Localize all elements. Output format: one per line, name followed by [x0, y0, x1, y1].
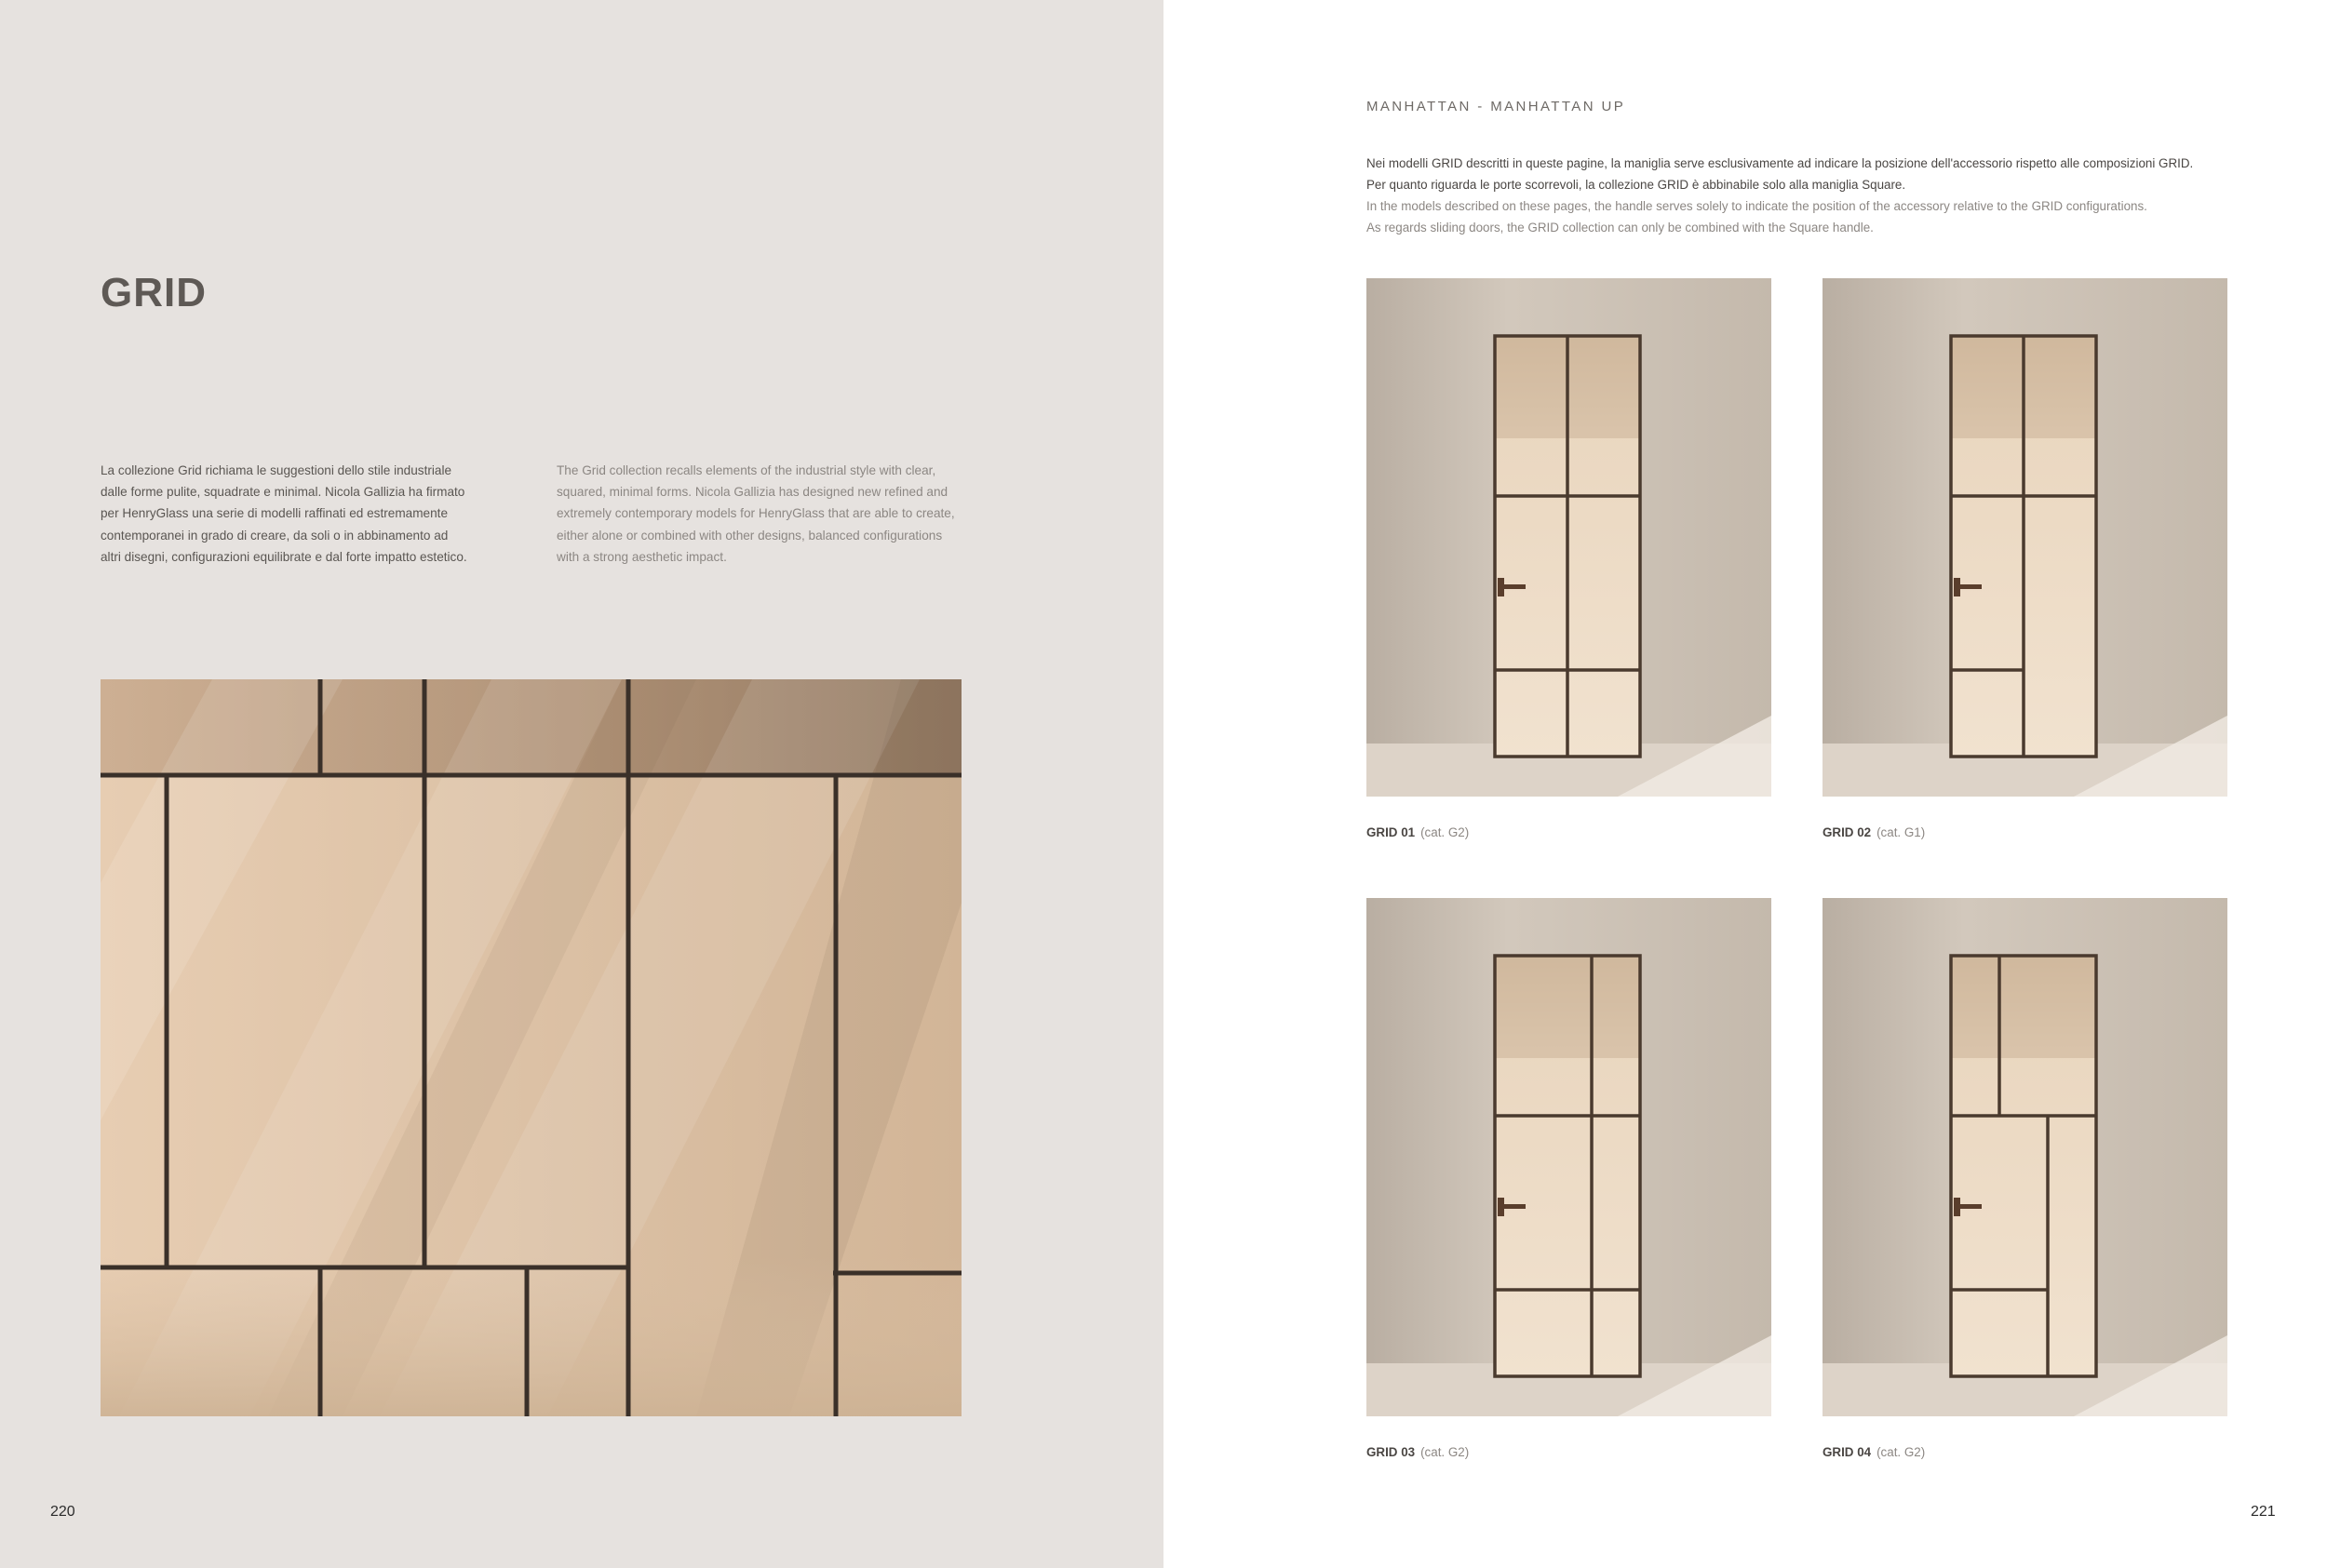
note-italian-line: Nei modelli GRID descritti in queste pagine, la maniglia serve esclusivamente ad indicare la posizione dell'accessorio rispetto alle composizioni GRID.	[1366, 156, 2194, 170]
page-number: 221	[2251, 1504, 2276, 1520]
door-photo-grid-03	[1366, 898, 1771, 1416]
door-caption	[1366, 1445, 1469, 1459]
door-model-name: GRID 04	[1823, 1445, 1872, 1459]
note-english-line: As regards sliding doors, the GRID collection can only be combined with the Square handle.	[1366, 221, 1874, 235]
door-photo-grid-02	[1823, 278, 2227, 797]
door-price-category: (cat. G2)	[1420, 1445, 1470, 1459]
door-photo-grid-04	[1823, 898, 2227, 1416]
door-price-category: (cat. G1)	[1876, 825, 1926, 839]
description-english	[557, 460, 966, 568]
description-it-line: La collezione Grid richiama le suggestioni dello stile industriale	[101, 463, 452, 477]
door-photo-grid-01	[1366, 278, 1771, 797]
description-en-line: with a strong aesthetic impact.	[557, 549, 727, 564]
description-en-line: The Grid collection recalls elements of the industrial style with clear,	[557, 463, 936, 477]
description-en-line: extremely contemporary models for HenryGlass that are able to create,	[557, 506, 955, 521]
note-italian-line: Per quanto riguarda le porte scorrevoli, la collezione GRID è abbinabile solo alla maniglia Square.	[1366, 178, 1906, 192]
door-model-name: GRID 02	[1823, 825, 1872, 839]
description-it-line: dalle forme pulite, squadrate e minimal. Nicola Gallizia ha firmato	[101, 485, 465, 500]
description-italian	[101, 460, 510, 568]
collection-title: GRID	[101, 270, 207, 315]
door-caption	[1366, 825, 1469, 839]
door-model-name: GRID 01	[1366, 825, 1416, 839]
note-english-line: In the models described on these pages, the handle serves solely to indicate the position of the accessory relative to the GRID configurations.	[1366, 199, 2147, 213]
product-series-heading: MANHATTAN - MANHATTAN UP	[1366, 99, 1626, 114]
door-caption	[1823, 825, 1925, 839]
description-en-line: squared, minimal forms. Nicola Gallizia has designed new refined and	[557, 485, 948, 500]
door-price-category: (cat. G2)	[1420, 825, 1470, 839]
description-it-line: contemporanei in grado di creare, da soli o in abbinamento ad	[101, 528, 449, 543]
door-model-name: GRID 03	[1366, 1445, 1416, 1459]
door-price-category: (cat. G2)	[1876, 1445, 1926, 1459]
description-it-line: per HenryGlass una serie di modelli raffinati ed estremamente	[101, 506, 448, 521]
page-number: 220	[50, 1504, 75, 1520]
grid-glass-wall-photo	[101, 679, 962, 1416]
door-caption	[1823, 1445, 1925, 1459]
description-it-line: altri disegni, configurazioni equilibrate e dal forte impatto estetico.	[101, 549, 467, 564]
description-en-line: either alone or combined with other designs, balanced configurations	[557, 528, 943, 543]
